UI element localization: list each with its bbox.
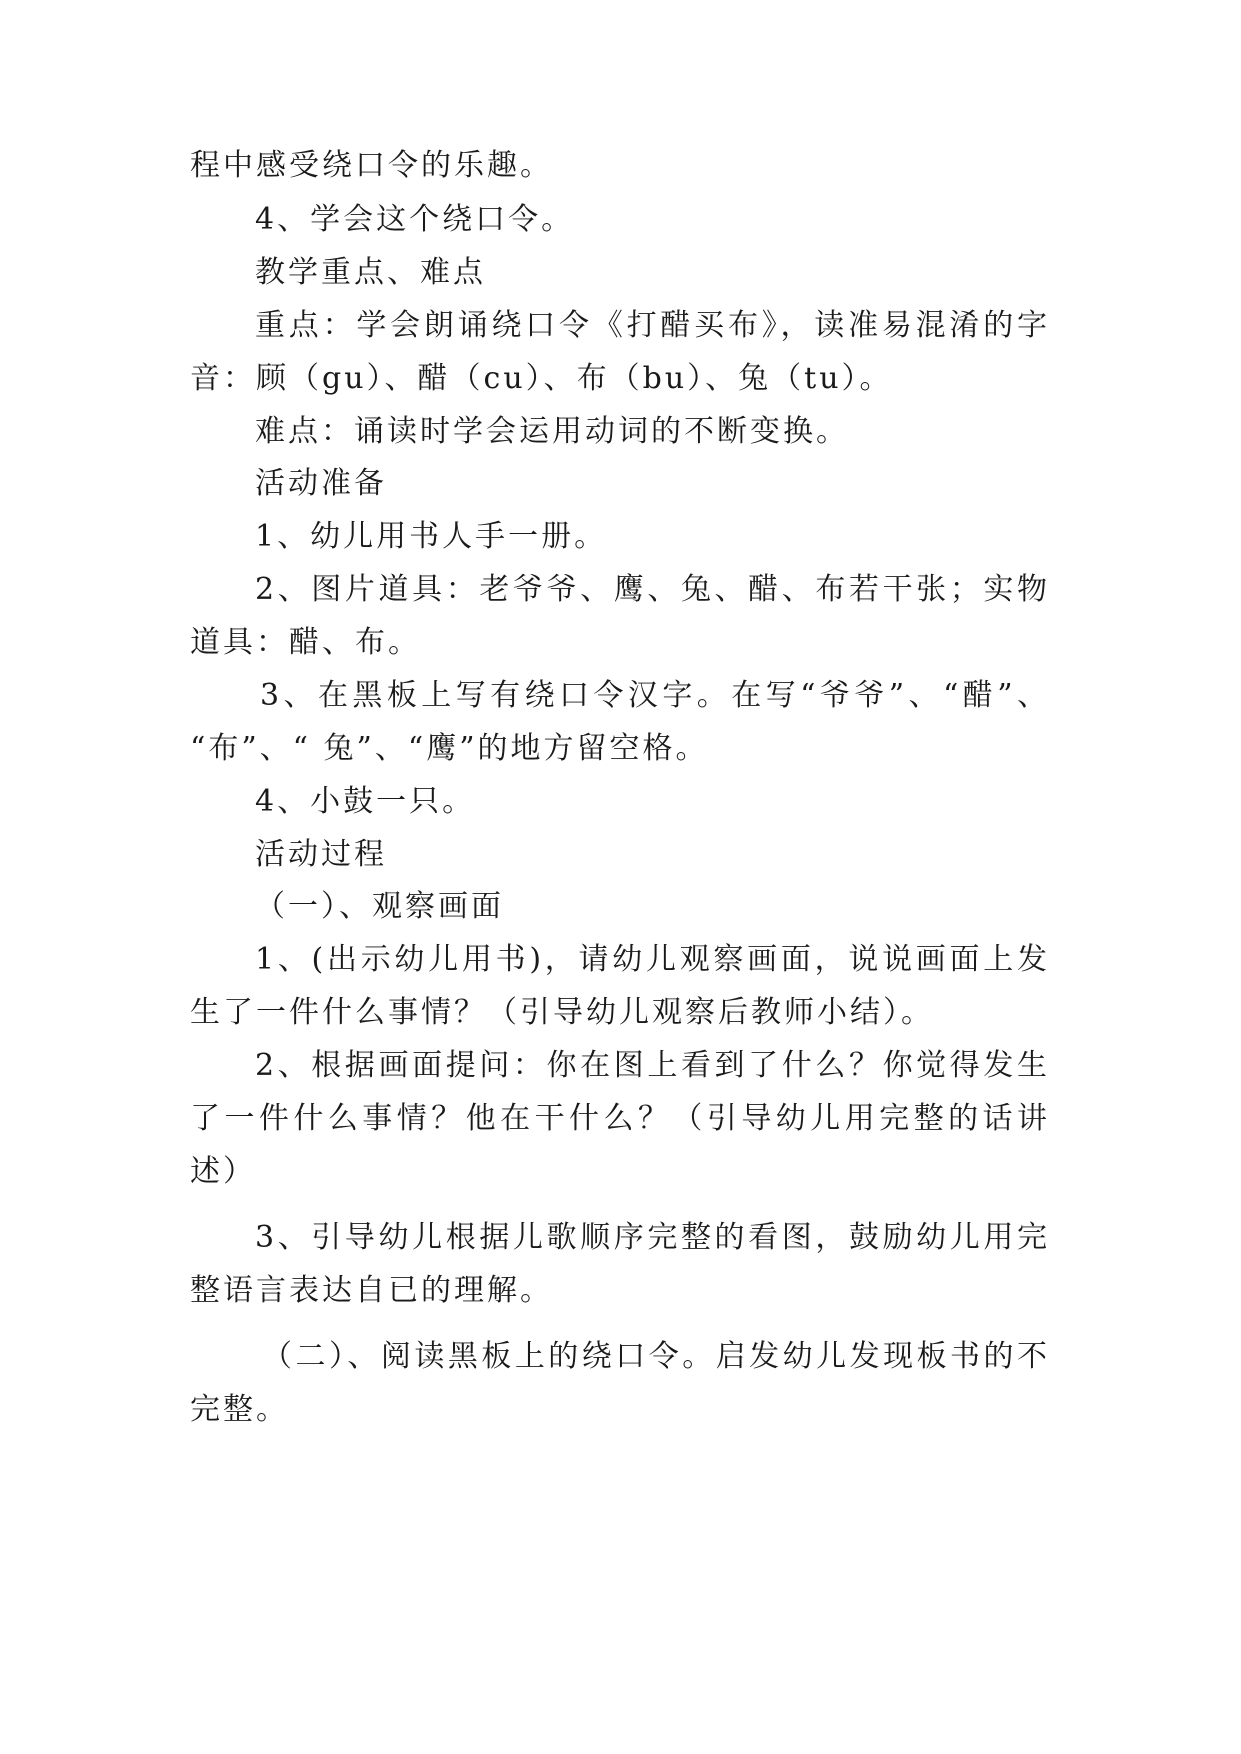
paragraph-line: 音：顾（gu）、醋（cu）、布（bu）、兔（tu）。 — [190, 361, 893, 396]
paragraph-line: 述） — [190, 1154, 256, 1189]
list-item: 1、(出示幼儿用书)，请幼儿观察画面，说说画面上发 — [255, 942, 1050, 977]
section-heading: 活动过程 — [255, 837, 387, 872]
list-item: 3、在黑板上写有绕口令汉字。在写“爷爷”、“醋”、 — [260, 678, 1050, 713]
objective-item: 4、学会这个绕口令。 — [255, 202, 575, 237]
paragraph-line: 整语言表达自已的理解。 — [190, 1273, 553, 1308]
list-item: 4、小鼓一只。 — [255, 784, 476, 819]
paragraph-line: “布”、“ 兔”、“鹰”的地方留空格。 — [190, 731, 709, 766]
list-item: 2、图片道具：老爷爷、鹰、兔、醋、布若干张；实物 — [255, 572, 1050, 607]
paragraph-line: 重点：学会朗诵绕口令《打醋买布》，读准易混淆的字 — [255, 308, 1050, 343]
list-item: 3、引导幼儿根据儿歌顺序完整的看图，鼓励幼儿用完 — [255, 1220, 1050, 1255]
section-heading: 教学重点、难点 — [255, 255, 486, 290]
paragraph-line: 了一件什么事情？他在干什么？（引导幼儿用完整的话讲 — [190, 1101, 1050, 1136]
paragraph-line: 完整。 — [190, 1392, 289, 1427]
paragraph-line: 难点：诵读时学会运用动词的不断变换。 — [255, 414, 849, 449]
paragraph-line: 生了一件什么事情？（引导幼儿观察后教师小结）。 — [190, 995, 934, 1030]
subsection-heading: （二）、阅读黑板上的绕口令。启发幼儿发现板书的不 — [262, 1339, 1050, 1374]
list-item: 1、幼儿用书人手一册。 — [255, 519, 608, 554]
subsection-heading: （一）、观察画面 — [255, 889, 504, 924]
list-item: 2、根据画面提问：你在图上看到了什么？你觉得发生 — [255, 1048, 1050, 1083]
paragraph-line: 程中感受绕口令的乐趣。 — [190, 148, 553, 183]
section-heading: 活动准备 — [255, 466, 387, 501]
paragraph-line: 道具：醋、布。 — [190, 625, 421, 660]
